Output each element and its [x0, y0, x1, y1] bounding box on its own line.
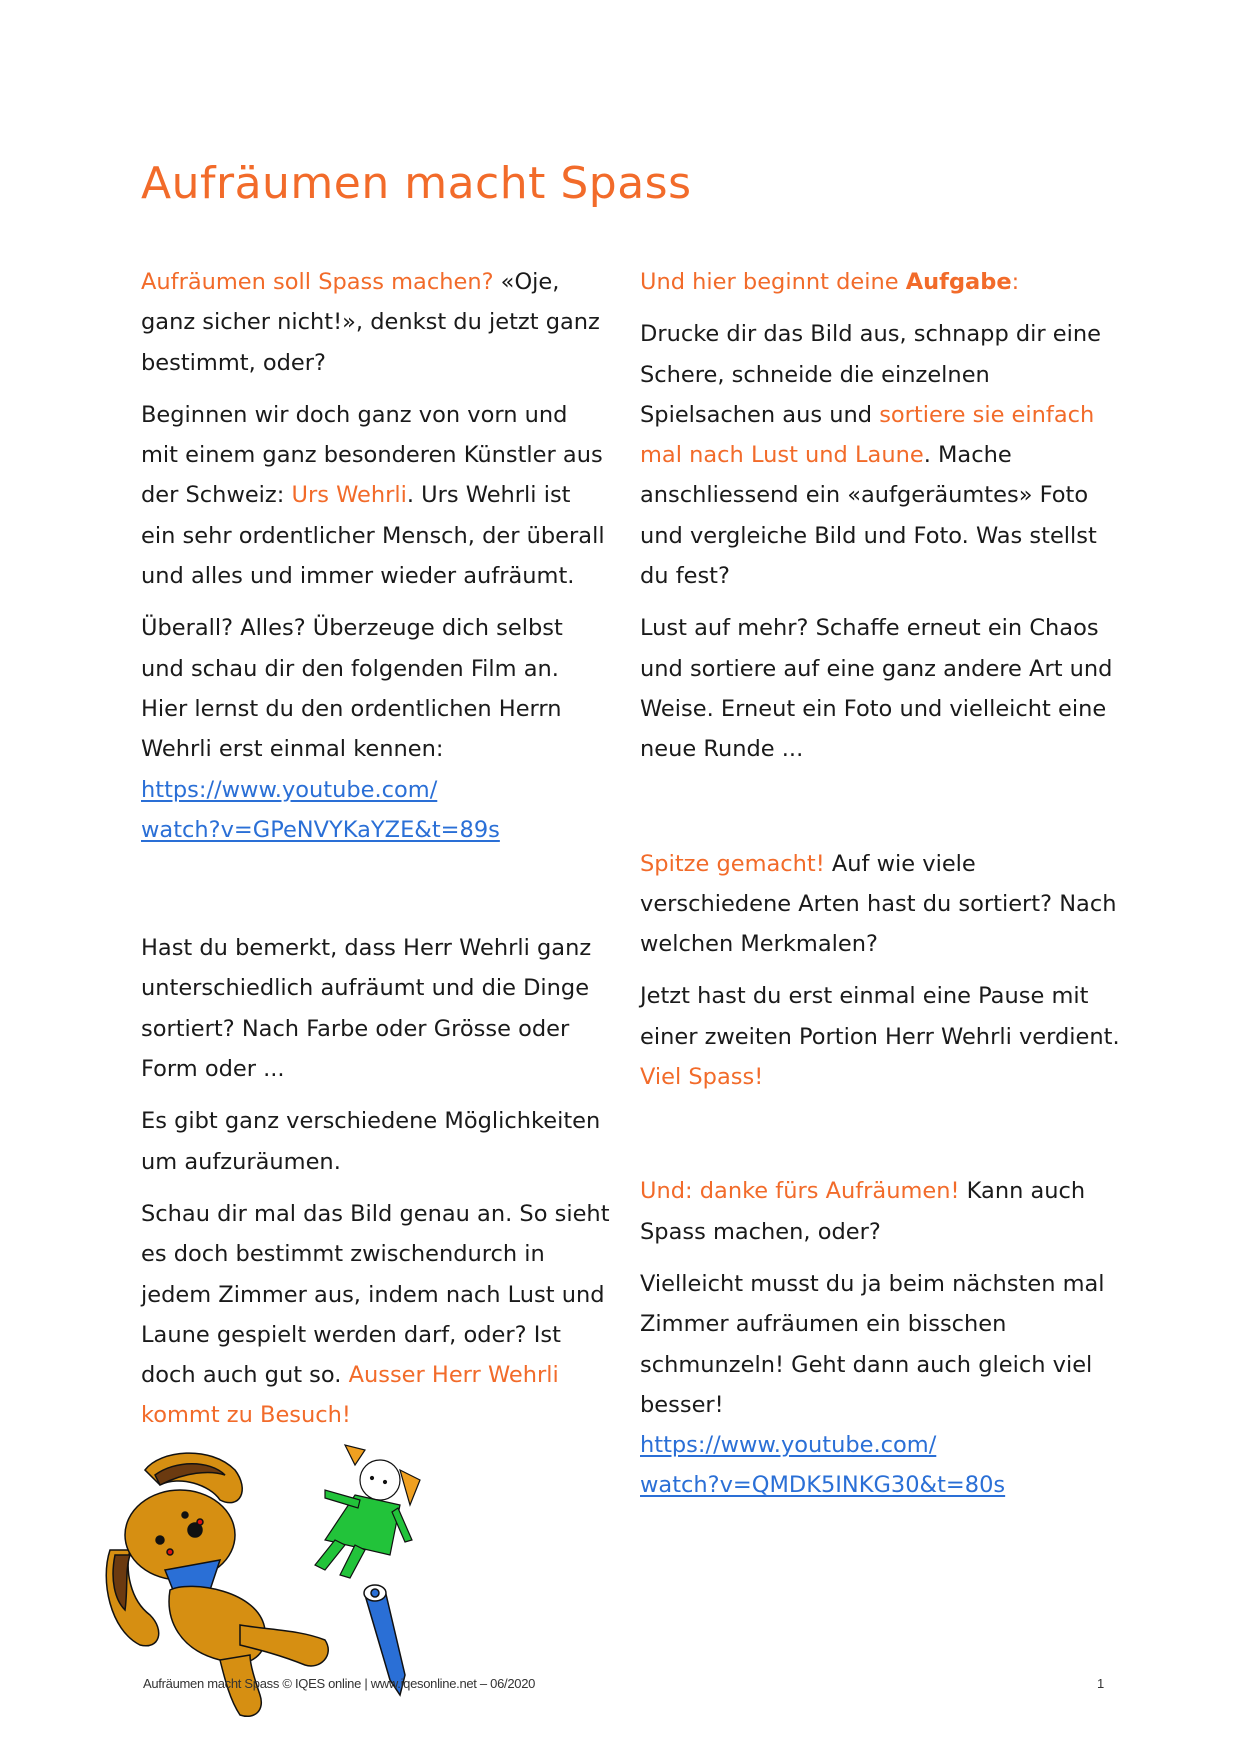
page-title: Aufräumen macht Spass — [141, 158, 692, 209]
more-text: Lust auf mehr? Schaffe erneut ein Chaos und sortiere auf eine ganz andere Art und Weise. Erneut ein Foto und vielleicht eine neue Runde ... — [640, 615, 1113, 763]
left-column — [141, 262, 611, 1448]
more-paragraph — [640, 608, 1120, 769]
possibilities-text: Es gibt ganz verschiedene Möglichkeiten um aufzuräumen. — [141, 1108, 601, 1175]
right-column — [640, 262, 1120, 1518]
done-text: Auf wie viele verschiedene Arten hast du sortiert? Nach welchen Merkmalen? — [640, 850, 1117, 958]
spacer — [640, 782, 1120, 844]
video-link-2-line1[interactable]: https://www.youtube.com/ — [640, 1432, 937, 1459]
footer-text: Aufräumen macht Spass © IQES online | www.iqesonline.net – 06/2020 — [143, 1676, 536, 1691]
page-number: 1 — [1097, 1676, 1105, 1691]
pause-paragraph — [640, 976, 1120, 1097]
task-heading-bold: Aufgabe — [905, 269, 1012, 295]
film-text: Überall? Alles? Überzeuge dich selbst und schau dir den folgenden Film an. Hier lernst du den ordentlichen Herrn Wehrli erst einmal kennen: — [141, 615, 563, 763]
picture-highlight: Ausser Herr Wehrli kommt zu Besuch! — [141, 1362, 559, 1429]
noticed-text: Hast du bemerkt, dass Herr Wehrli ganz unterschiedlich aufräumt und die Dinge sortiert? Nach Farbe oder Grösse oder Form oder ... — [141, 935, 592, 1083]
video-link-1-line2[interactable]: watch?v=GPeNVYKaYZE&t=89s — [141, 816, 500, 843]
doll-icon — [315, 1445, 420, 1578]
task-heading — [640, 262, 1120, 302]
thanks-text: Kann auch Spass machen, oder? — [640, 1178, 1086, 1245]
intro-text: «Oje, ganz sicher nicht!», denkst du jetzt ganz bestimmt, oder? — [141, 269, 600, 376]
video-link-1-line1[interactable]: https://www.youtube.com/ — [141, 776, 438, 803]
artist-name: Urs Wehrli — [291, 482, 407, 509]
artist-paragraph — [141, 395, 611, 596]
pause-text: Jetzt hast du erst einmal eine Pause mit einer zweiten Portion Herr Wehrli verdient. — [640, 983, 1120, 1050]
intro-paragraph — [141, 262, 611, 383]
done-highlight: Spitze gemacht! — [640, 850, 825, 877]
intro-lead: Aufräumen soll Spass machen? — [141, 269, 494, 295]
smile-text: Vielleicht musst du ja beim nächsten mal Zimmer aufräumen ein bisschen schmunzeln! Geht dann auch gleich viel besser! — [640, 1270, 1105, 1418]
artist-text: Beginnen wir doch ganz von vorn und mit einem ganz besonderen Künstler aus der Schweiz: — [141, 401, 603, 509]
film-paragraph — [141, 608, 611, 850]
possibilities-paragraph — [141, 1101, 611, 1182]
artist-text-after: . Urs Wehrli ist ein sehr ordentlicher Mensch, der überall und alles und immer wieder aufräumt. — [141, 482, 605, 590]
video-link-2[interactable] — [640, 1432, 1005, 1498]
spacer — [141, 862, 611, 928]
picture-text: Schau dir mal das Bild genau an. So sieht es doch bestimmt zwischendurch in jedem Zimmer aus, indem nach Lust und Laune gespielt werden darf, oder? Ist doch auch gut so. — [141, 1200, 610, 1389]
spacer — [640, 1109, 1120, 1171]
done-paragraph — [640, 844, 1120, 965]
task-text-after: . Mache anschliessend ein «aufgeräumtes» Foto und vergleiche Bild und Foto. Was stellst du fest? — [640, 442, 1097, 590]
pause-highlight: Viel Spass! — [640, 1064, 764, 1091]
task-heading-lead: Und hier beginnt deine — [640, 269, 906, 295]
video-link-1[interactable] — [141, 777, 500, 843]
task-text: Drucke dir das Bild aus, schnapp dir eine Schere, schneide die einzelnen Spielsachen aus und — [640, 321, 1102, 428]
picture-paragraph — [141, 1194, 611, 1436]
task-heading-tail: : — [1011, 269, 1020, 295]
video-link-2-line2[interactable]: watch?v=QMDK5INKG30&t=80s — [640, 1472, 1006, 1499]
thanks-highlight: Und: danke fürs Aufräumen! — [640, 1178, 960, 1205]
smile-paragraph — [640, 1264, 1120, 1506]
noticed-paragraph — [141, 928, 611, 1089]
task-highlight: sortiere sie einfach mal nach Lust und Laune — [640, 401, 1095, 469]
thanks-paragraph — [640, 1171, 1120, 1252]
task-paragraph — [640, 314, 1120, 596]
